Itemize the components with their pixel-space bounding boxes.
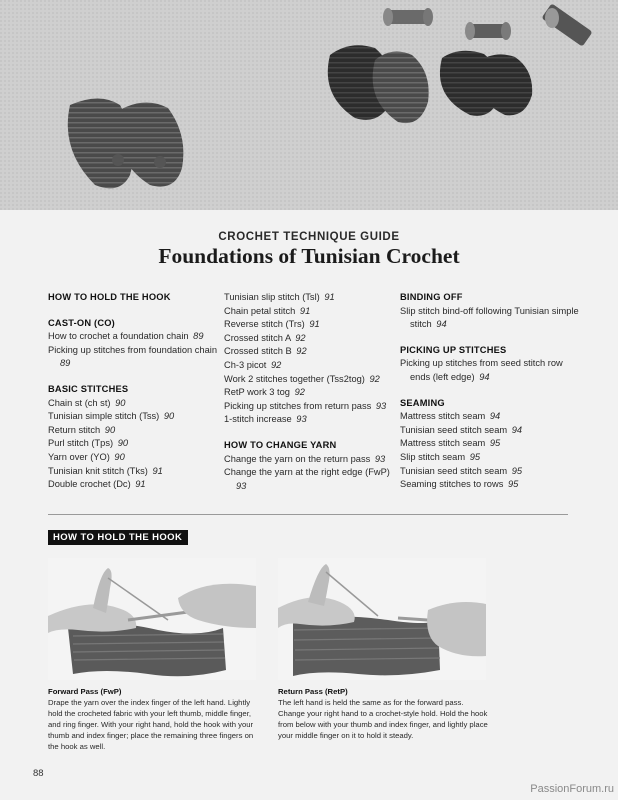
page-number: 88 <box>33 768 44 779</box>
toc-page-number: 92 <box>270 359 282 370</box>
toc-section-heading: PICKING UP STITCHES <box>400 344 507 355</box>
toc-page-number: 91 <box>152 465 163 476</box>
toc-entry: Tunisian seed stitch seam 94 <box>400 424 523 435</box>
caption-heading: Forward Pass (FwP) <box>48 687 122 696</box>
toc-page-number: 94 <box>436 319 447 330</box>
toc-page-number: 94 <box>479 371 490 382</box>
toc-entry: Chain petal stitch 91 <box>224 305 311 316</box>
section-label: HOW TO HOLD THE HOOK <box>48 530 188 545</box>
toc-page-number: 95 <box>511 465 523 476</box>
toc-entry: Change the yarn at the right edge (FwP) 93 <box>224 467 390 491</box>
toc-page-number: 93 <box>296 414 307 425</box>
toc-column-2 <box>224 291 394 493</box>
toc-entry: Crossed stitch B 92 <box>224 346 307 357</box>
hero-photo <box>0 0 618 210</box>
toc-entry: Mattress stitch seam 94 <box>400 411 501 422</box>
toc-entry: Work 2 stitches together (Tss2tog) 92 <box>224 373 380 384</box>
toc-column-1 <box>48 291 218 492</box>
toc-entry: Return stitch 90 <box>48 424 116 435</box>
toc-page-number: 93 <box>375 400 387 411</box>
toc-entry: Yarn over (YO) 90 <box>48 451 125 462</box>
toc-entry: Picking up stitches from foundation chain 89 <box>48 344 217 369</box>
toc-page-number: 89 <box>193 331 204 342</box>
toc-page-number: 91 <box>135 479 146 490</box>
toc-section-heading: BINDING OFF <box>400 292 463 302</box>
toc-page-number: 92 <box>294 387 305 398</box>
toc-section-heading: CAST-ON (CO) <box>48 317 115 328</box>
toc-section-heading: SEAMING <box>400 397 445 408</box>
toc-entry: Ch-3 picot 92 <box>224 359 282 370</box>
toc-page-number: 89 <box>60 358 71 369</box>
toc-entry: Change the yarn on the return pass 93 <box>224 453 386 464</box>
wooden-spool <box>383 8 433 26</box>
toc-page-number: 91 <box>309 319 320 330</box>
toc-entry: Mattress stitch seam 95 <box>400 438 501 449</box>
toc-entry: Seaming stitches to rows 95 <box>400 479 519 490</box>
toc-page-number: 90 <box>114 451 125 462</box>
toc-page-number: 90 <box>104 424 116 435</box>
caption-body: Drape the yarn over the index finger of the left hand. Lightly hold the crocheted fabric with your left thumb, middle finger, and ring finger. With your right hand, hold the hook with your thumb and index finger; place the remaining three fingers on the hook as well. <box>48 697 254 751</box>
toc-entry: Reverse stitch (Trs) 91 <box>224 319 320 330</box>
toc-page-number: 92 <box>296 346 307 357</box>
toc-page-number: 93 <box>236 480 247 491</box>
toc-entry: RetP work 3 tog 92 <box>224 387 305 398</box>
toc-page-number: 90 <box>163 411 175 422</box>
wooden-spool <box>465 22 511 40</box>
toc-page-number: 95 <box>469 451 481 462</box>
watermark: PassionForum.ru <box>530 783 614 795</box>
section-kicker: CROCHET TECHNIQUE GUIDE <box>218 231 400 243</box>
toc-column-3 <box>400 291 580 492</box>
page-title: Foundations of Tunisian Crochet <box>158 244 460 268</box>
toc-section-heading: HOW TO CHANGE YARN <box>224 439 337 450</box>
toc-entry: Tunisian knit stitch (Tks) 91 <box>48 465 163 476</box>
toc-entry: Picking up stitches from seed stitch row ends (left edge) 94 <box>400 358 563 382</box>
toc-page-number: 92 <box>295 332 306 343</box>
toc-entry: Tunisian seed stitch seam 95 <box>400 465 523 476</box>
toc-entry: Purl stitch (Tps) 90 <box>48 438 129 449</box>
toc-entry: 1-stitch increase 93 <box>224 414 307 425</box>
caption-body: The left hand is held the same as for the forward pass. Change your right hand to a crochet-style hold. Hold the hook from below with your thumb and index finger, and lightly place your middle finger on it to hold it steady. <box>278 697 488 740</box>
toc-page-number: 95 <box>507 479 519 490</box>
toc-page-number: 93 <box>374 453 386 464</box>
toc-entry: Tunisian simple stitch (Tss) 90 <box>48 411 175 422</box>
toc-entry: Slip stitch seam 95 <box>400 451 481 462</box>
toc-page-number: 90 <box>115 397 126 408</box>
section-divider <box>48 514 568 515</box>
toc-page-number: 92 <box>369 373 380 384</box>
toc-entry: Picking up stitches from return pass 93 <box>224 400 387 411</box>
return-pass-photo <box>278 558 486 680</box>
toc-page-number: 91 <box>299 305 311 316</box>
toc-page-number: 94 <box>511 424 523 435</box>
toc-page-number: 91 <box>324 292 335 302</box>
toc-entry: Crossed stitch A 92 <box>224 332 306 343</box>
toc-page-number: 94 <box>489 411 501 422</box>
toc-entry: Tunisian slip stitch (Tsl) 91 <box>224 292 335 302</box>
toc-entry: Double crochet (Dc) 91 <box>48 479 146 490</box>
toc-section-heading: HOW TO HOLD THE HOOK <box>48 292 171 302</box>
toc-page-number: 90 <box>117 438 129 449</box>
toc-entry: Chain st (ch st) 90 <box>48 397 126 408</box>
forward-pass-caption <box>48 687 260 752</box>
toc-page-number: 95 <box>489 438 501 449</box>
forward-pass-photo <box>48 558 256 680</box>
caption-heading: Return Pass (RetP) <box>278 687 348 696</box>
toc-entry: How to crochet a foundation chain 89 <box>48 331 204 342</box>
toc-section-heading: BASIC STITCHES <box>48 383 129 394</box>
return-pass-caption <box>278 687 490 742</box>
toc-entry: Slip stitch bind-off following Tunisian simple stitch 94 <box>400 305 579 330</box>
